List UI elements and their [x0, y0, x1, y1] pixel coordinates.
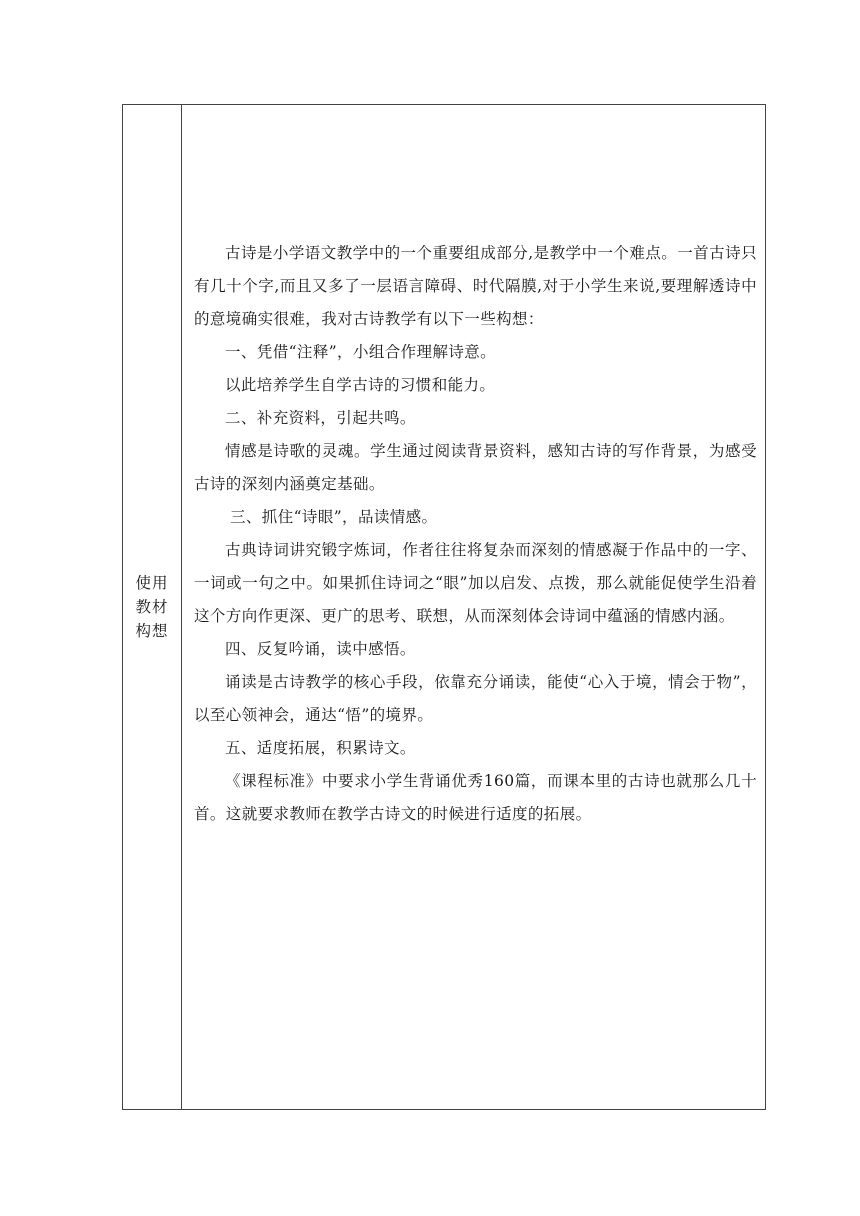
content-cell: [182, 105, 765, 1109]
heading-2: 二、补充资料，引起共鸣。: [225, 409, 416, 427]
body-paragraph-1: 以此培养学生自学古诗的习惯和能力。: [225, 376, 496, 394]
body-paragraph-2: 情感是诗歌的灵魂。学生通过阅读背景资料，感知古诗的写作背景，为感受古诗的深刻内涵奠定基础。: [194, 442, 757, 493]
row-label-line-1: 使用: [135, 574, 169, 592]
heading-1: 一、凭借“注释”，小组合作理解诗意。: [225, 343, 497, 361]
heading-3: 三、抓住“诗眼”，品读情感。: [230, 508, 438, 526]
body-paragraph-3: 古典诗词讲究锻字炼词，作者往往将复杂而深刻的情感凝于作品中的一字、一词或一句之中。如果抓住诗词之“眼”加以启发、点拨，那么就能促使学生沿着这个方向作更深、更广的思考、联想，从而深刻体会诗词中蕴涵的情感内涵。: [194, 541, 757, 625]
row-label-line-3: 构想: [135, 622, 169, 640]
body-paragraph-5: 《课程标准》中要求小学生背诵优秀160篇，而课本里的古诗也就那么几十首。这就要求教师在教学古诗文的时候进行适度的拓展。: [194, 772, 757, 823]
body-paragraph-4: 诵读是古诗教学的核心手段，依靠充分诵读，能使“心入于境，情会于物”，以至心领神会，通达“悟”的境界。: [194, 673, 757, 724]
document-table: [122, 104, 766, 1110]
heading-5: 五、适度拓展，积累诗文。: [225, 739, 416, 757]
row-label-line-2: 教材: [135, 598, 169, 616]
heading-4: 四、反复吟诵，读中感悟。: [225, 640, 416, 658]
row-label-cell: [123, 105, 182, 1109]
intro-paragraph: 古诗是小学语文教学中的一个重要组成部分,是教学中一个难点。一首古诗只有几十个字,而且又多了一层语言障碍、时代隔膜,对于小学生来说,要理解透诗中的意境确实很难，我对古诗教学有以下一些构想：: [194, 244, 757, 328]
